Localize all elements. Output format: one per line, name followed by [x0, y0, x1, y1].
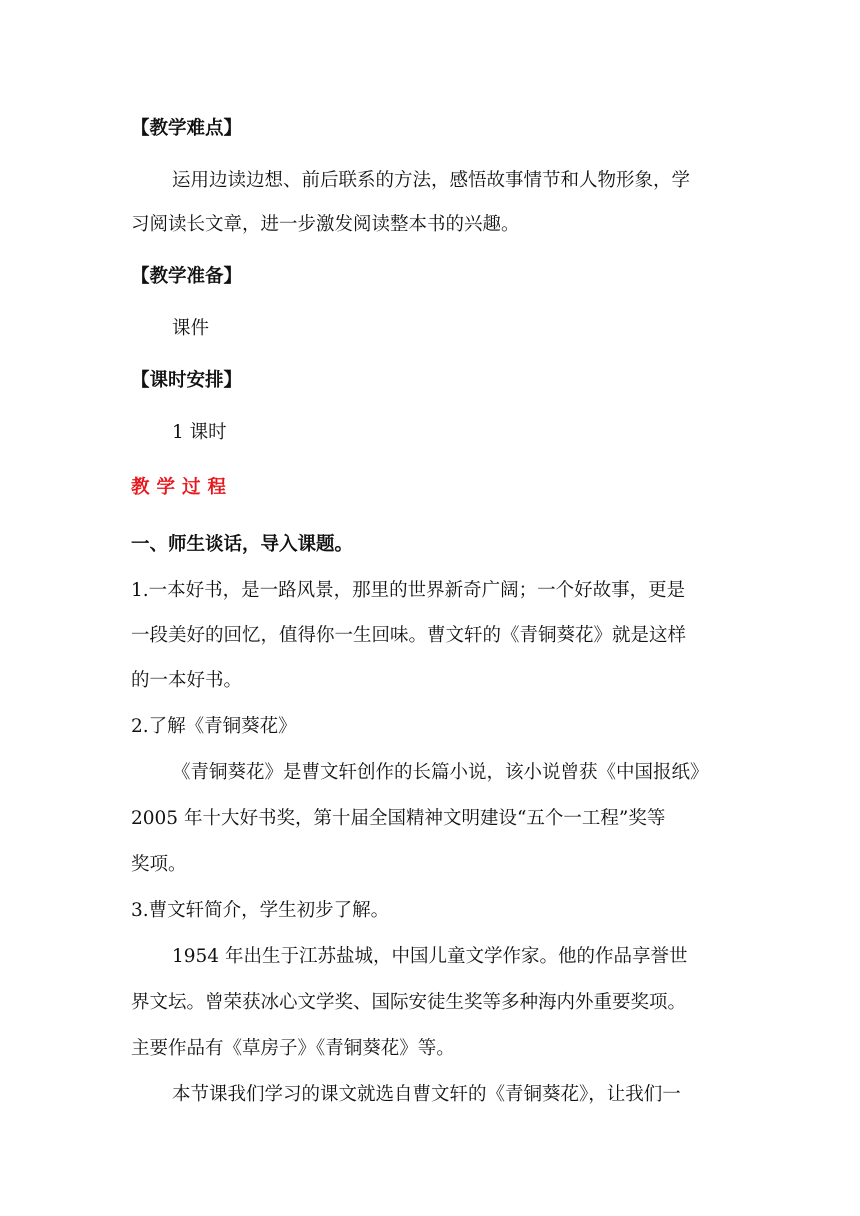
paragraph-3-heading: 3.曹文轩简介，学生初步了解。 [131, 900, 390, 921]
difficulty-text-line-1: 运用边读边想、前后联系的方法，感悟故事情节和人物形象，学 [172, 170, 691, 191]
section-1-heading: 一、师生谈话，导入课题。 [131, 534, 354, 555]
paragraph-2-line-1: 《青铜葵花》是曹文轩创作的长篇小说，该小说曾获《中国报纸》 [172, 762, 709, 783]
prep-heading: 【教学准备】 [131, 266, 243, 287]
paragraph-2-line-2: 2005 年十大好书奖，第十届全国精神文明建设“五个一工程”奖等 [131, 808, 666, 829]
schedule-heading: 【课时安排】 [131, 370, 243, 391]
paragraph-3-line-2: 界文坛。曾荣获冰心文学奖、国际安徒生奖等多种海内外重要奖项。 [131, 992, 687, 1013]
paragraph-4-line-1: 本节课我们学习的课文就选自曹文轩的《青铜葵花》，让我们一 [172, 1084, 681, 1105]
paragraph-1-line-1: 1.一本好书，是一路风景，那里的世界新奇广阔；一个好故事，更是 [131, 580, 686, 601]
paragraph-3-line-1: 1954 年出生于江苏盐城，中国儿童文学作家。他的作品享誉世 [172, 946, 688, 967]
paragraph-2-heading: 2.了解《青铜葵花》 [131, 716, 297, 737]
process-heading: 教学过程 [131, 477, 234, 498]
paragraph-3-line-3: 主要作品有《草房子》《青铜葵花》等。 [131, 1038, 455, 1059]
paragraph-1-line-2: 一段美好的回忆，值得你一生回味。曹文轩的《青铜葵花》就是这样 [131, 625, 687, 646]
paragraph-1-line-3: 的一本好书。 [131, 670, 243, 691]
difficulty-heading: 【教学难点】 [131, 118, 243, 139]
schedule-text: 1 课时 [172, 422, 227, 443]
difficulty-text-line-2: 习阅读长文章，进一步激发阅读整本书的兴趣。 [131, 214, 520, 235]
paragraph-2-line-3: 奖项。 [131, 854, 187, 875]
prep-text: 课件 [172, 318, 210, 339]
